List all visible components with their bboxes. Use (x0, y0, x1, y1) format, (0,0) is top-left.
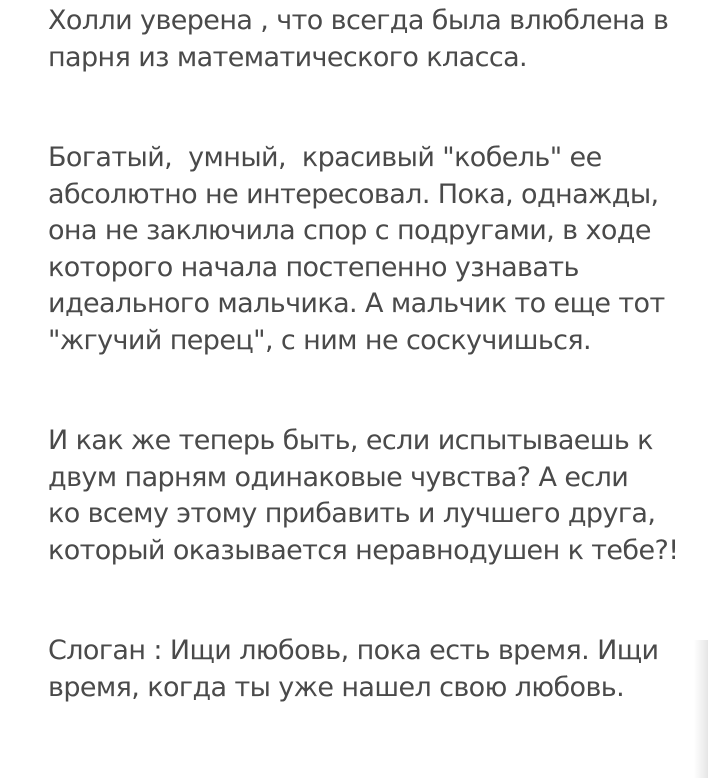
paragraph-plot (48, 140, 665, 359)
text-line: она не заключила спор с подругами, в ходе (48, 215, 651, 246)
text-line: ко всему этому прибавить и лучшего друга, (48, 498, 656, 529)
text-line: которого начала постепенно узнавать (48, 251, 579, 283)
text-line: И как же теперь быть, если испытываешь к (48, 425, 653, 456)
text-line: время, когда ты уже нашел свою любовь. (48, 671, 625, 703)
text-line: абсолютно не интересовал. Пока, однажды, (48, 178, 659, 210)
text-line: двум парням одинаковые чувства? А если (48, 461, 629, 493)
paragraph-slogan (48, 633, 658, 706)
edge-shadow (694, 640, 708, 778)
text-line: идеального мальчика. А мальчик то еще тот (48, 288, 665, 319)
text-line: который оказывается неравнодушен к тебе?! (48, 534, 679, 566)
paragraph-intro (48, 3, 668, 76)
paragraph-question (48, 423, 678, 569)
text-line: парня из математического класса. (48, 41, 527, 73)
text-line: Слоган : Ищи любовь, пока есть время. Ищи (48, 635, 659, 666)
text-line: Холли уверена , что всегда была влюблена в (48, 5, 669, 36)
text-line: "жгучий перец", с ним не соскучишься. (48, 324, 592, 356)
text-line: Богатый, умный, красивый "кобель" ее (48, 142, 602, 173)
